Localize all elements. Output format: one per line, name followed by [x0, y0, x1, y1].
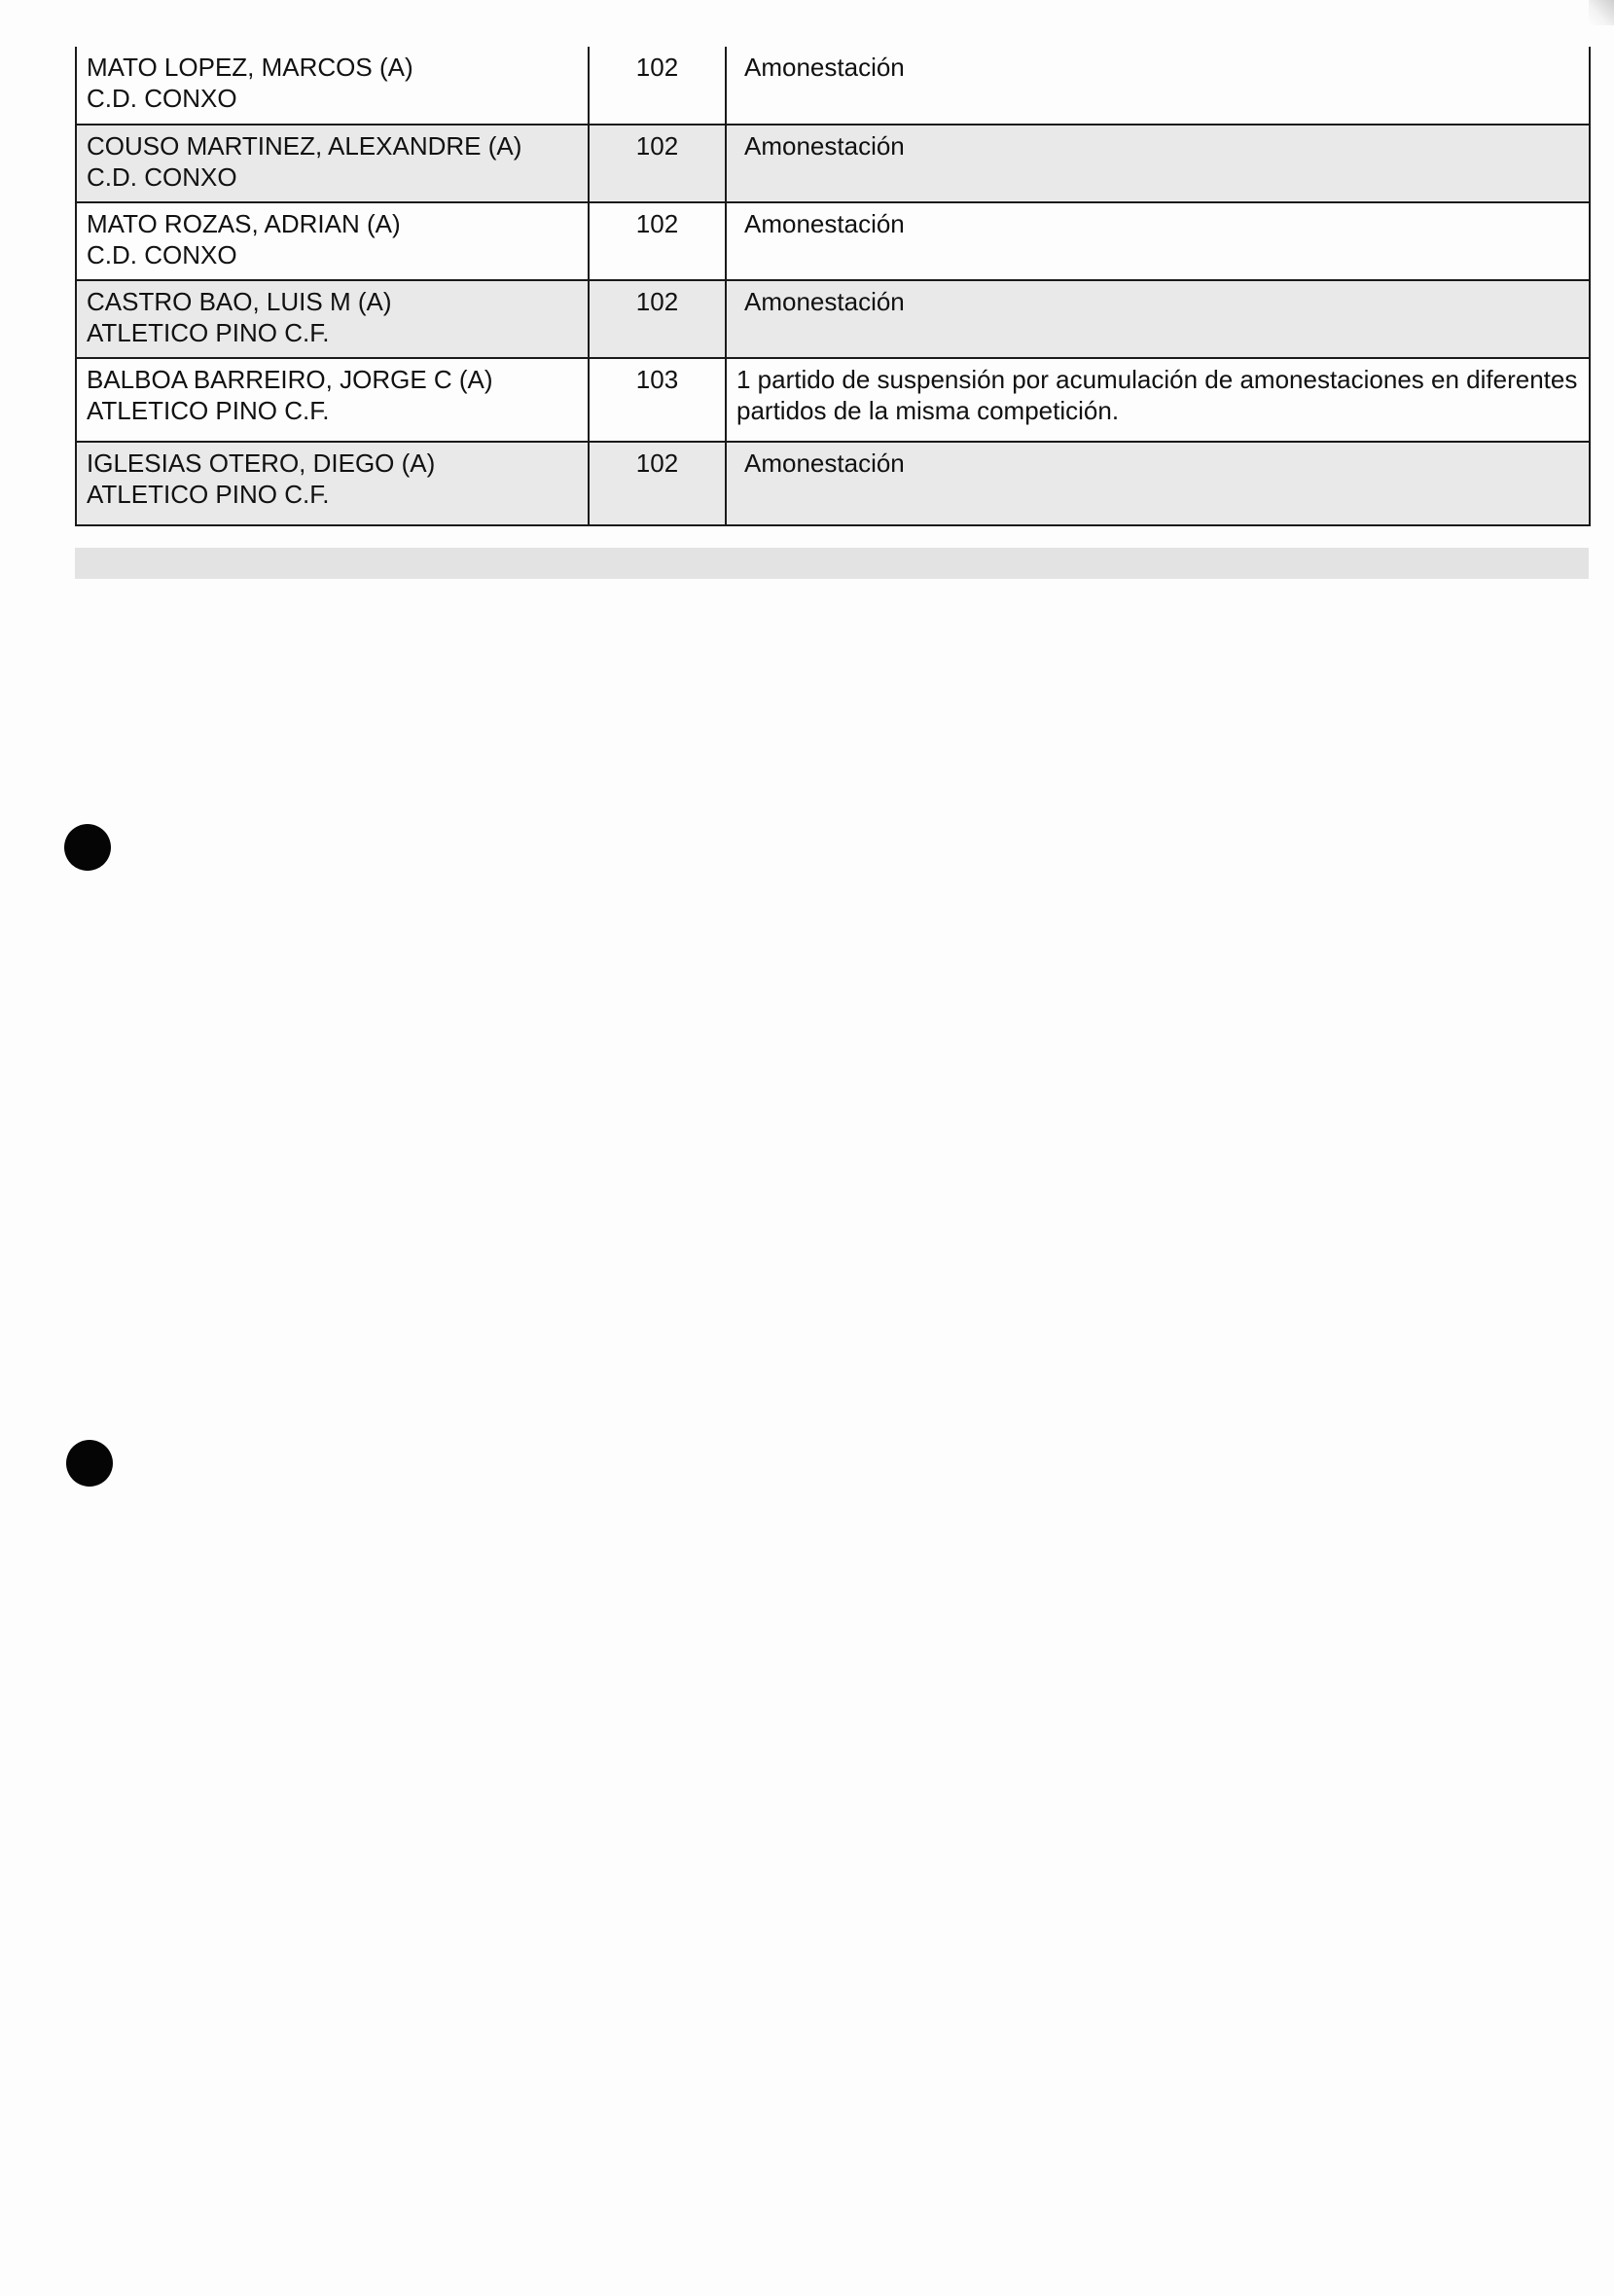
player-cell	[76, 125, 589, 202]
table-row	[76, 442, 1590, 525]
player-cell	[76, 358, 589, 442]
table-row	[76, 125, 1590, 202]
sanction-description: Amonestación	[726, 125, 1590, 202]
sanctions-table	[75, 47, 1591, 526]
sanction-code: 102	[589, 125, 726, 202]
sanction-description: Amonestación	[726, 47, 1590, 125]
table-footer-strip	[75, 548, 1589, 579]
player-name: CASTRO BAO, LUIS M (A)	[87, 287, 392, 316]
team-name: ATLETICO PINO C.F.	[87, 318, 330, 347]
page-corner-shadow	[1589, 0, 1614, 25]
player-name: COUSO MARTINEZ, ALEXANDRE (A)	[87, 131, 522, 161]
team-name: C.D. CONXO	[87, 162, 237, 192]
sanction-description: Amonestación	[726, 202, 1590, 280]
player-name: MATO LOPEZ, MARCOS (A)	[87, 53, 413, 82]
table-row	[76, 358, 1590, 442]
player-cell	[76, 442, 589, 525]
sanction-description: Amonestación	[726, 442, 1590, 525]
player-name: BALBOA BARREIRO, JORGE C (A)	[87, 365, 493, 394]
player-cell	[76, 202, 589, 280]
player-name: IGLESIAS OTERO, DIEGO (A)	[87, 448, 436, 478]
sanction-description: 1 partido de suspensión por acumulación de amonestaciones en diferentes partidos de la misma competición.	[726, 358, 1590, 442]
team-name: C.D. CONXO	[87, 240, 237, 269]
table-row	[76, 47, 1590, 125]
team-name: C.D. CONXO	[87, 84, 237, 113]
table-row	[76, 280, 1590, 358]
sanction-code: 103	[589, 358, 726, 442]
sanction-code: 102	[589, 47, 726, 125]
sanction-code: 102	[589, 202, 726, 280]
punch-hole-mark	[66, 1440, 113, 1487]
table-row	[76, 202, 1590, 280]
sanction-description: Amonestación	[726, 280, 1590, 358]
sanction-code: 102	[589, 280, 726, 358]
player-cell	[76, 47, 589, 125]
team-name: ATLETICO PINO C.F.	[87, 480, 330, 509]
player-cell	[76, 280, 589, 358]
team-name: ATLETICO PINO C.F.	[87, 396, 330, 425]
player-name: MATO ROZAS, ADRIAN (A)	[87, 209, 401, 238]
punch-hole-mark	[64, 824, 111, 871]
sanction-code: 102	[589, 442, 726, 525]
